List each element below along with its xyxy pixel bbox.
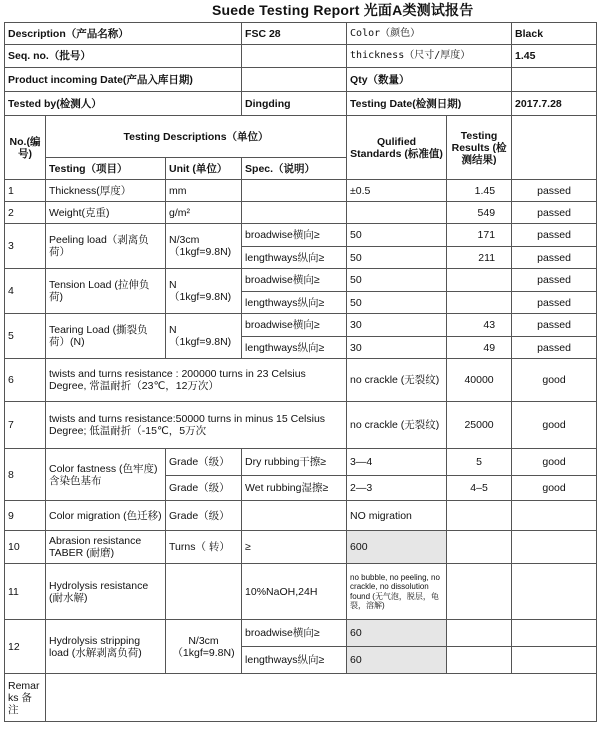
row-unit: Grade（级） bbox=[166, 476, 242, 501]
row-verdict: passed bbox=[512, 224, 597, 247]
row-standard: 600 bbox=[347, 531, 447, 564]
row-testing: twists and turns resistance:50000 turns in minus 15 Celsius Degree; 低温耐折（-15℃，5万次 bbox=[46, 402, 347, 449]
row-result bbox=[447, 292, 512, 314]
table-row bbox=[5, 531, 597, 564]
row-unit: N/3cm （1kgf=9.8N) bbox=[166, 224, 242, 269]
row-unit: Grade（级） bbox=[166, 449, 242, 476]
color-label: Color（颜色） bbox=[347, 23, 512, 45]
testing-subheader: Testing（项目） bbox=[46, 158, 166, 180]
qty-label: Qty（数量） bbox=[347, 68, 512, 92]
row-standard: 30 bbox=[347, 337, 447, 359]
row-standard bbox=[347, 202, 447, 224]
row-verdict: passed bbox=[512, 314, 597, 337]
row-verdict bbox=[512, 620, 597, 647]
table-row bbox=[5, 359, 597, 402]
tested-by-value: Dingding bbox=[242, 92, 347, 116]
description-label: Description（产品名称） bbox=[5, 23, 242, 45]
row-unit: Turns（ 转） bbox=[166, 531, 242, 564]
row-verdict: good bbox=[512, 359, 597, 402]
table-row bbox=[5, 402, 597, 449]
row-verdict bbox=[512, 647, 597, 674]
row-standard: ±0.5 bbox=[347, 180, 447, 202]
testing-date-label: Testing Date(检测日期) bbox=[347, 92, 512, 116]
row-testing: Hydrolysis resistance (耐水解) bbox=[46, 564, 166, 620]
row-unit: N （1kgf=9.8N) bbox=[166, 314, 242, 359]
row-result: 1.45 bbox=[447, 180, 512, 202]
row-unit: Grade（级） bbox=[166, 501, 242, 531]
row-no: 6 bbox=[5, 359, 46, 402]
row-no: 2 bbox=[5, 202, 46, 224]
remarks-label: Remarks 备注 bbox=[5, 674, 46, 722]
table-row bbox=[5, 314, 597, 337]
column-header-row bbox=[5, 116, 597, 158]
row-result: 4–5 bbox=[447, 476, 512, 501]
seq-label: Seq. no.（批号） bbox=[5, 45, 242, 68]
remarks-row bbox=[5, 674, 597, 722]
row-standard: no crackle (无裂纹) bbox=[347, 402, 447, 449]
seq-value bbox=[242, 45, 347, 68]
row-unit: N （1kgf=9.8N) bbox=[166, 269, 242, 314]
row-standard: 50 bbox=[347, 247, 447, 269]
row-result bbox=[447, 269, 512, 292]
report-title: Suede Testing Report 光面A类测试报告 bbox=[212, 2, 474, 18]
table-row bbox=[5, 224, 597, 247]
row-testing: Peeling load（剥离负荷） bbox=[46, 224, 166, 269]
row-testing: Color fastness (色牢度) 含染色基布 bbox=[46, 449, 166, 501]
row-no: 1 bbox=[5, 180, 46, 202]
row-spec bbox=[242, 501, 347, 531]
row-result: 211 bbox=[447, 247, 512, 269]
qualified-standards-header: Qulified Standards (标准值) bbox=[347, 116, 447, 180]
row-verdict: passed bbox=[512, 337, 597, 359]
testing-date-value: 2017.7.28 bbox=[512, 92, 597, 116]
row-spec: broadwise横向≥ bbox=[242, 620, 347, 647]
table-row bbox=[5, 564, 597, 620]
row-testing: Tearing Load (撕裂负荷）(N) bbox=[46, 314, 166, 359]
row-testing: Hydrolysis stripping load (水解剥离负荷) bbox=[46, 620, 166, 674]
spec-subheader: Spec.（说明） bbox=[242, 158, 347, 180]
row-result bbox=[447, 564, 512, 620]
row-standard: 50 bbox=[347, 269, 447, 292]
row-result bbox=[447, 647, 512, 674]
row-spec: 10%NaOH,24H bbox=[242, 564, 347, 620]
row-result bbox=[447, 620, 512, 647]
row-no: 10 bbox=[5, 531, 46, 564]
row-standard: 50 bbox=[347, 292, 447, 314]
table-row bbox=[5, 269, 597, 292]
row-standard: no bubble, no peeling, no crackle, no dissolution found (无气泡，脱层，龟裂，溶解) bbox=[347, 564, 447, 620]
row-verdict: good bbox=[512, 402, 597, 449]
row-standard: 60 bbox=[347, 647, 447, 674]
row-verdict: passed bbox=[512, 180, 597, 202]
header-row-description bbox=[5, 23, 597, 45]
header-row-tested-by bbox=[5, 92, 597, 116]
row-verdict: good bbox=[512, 449, 597, 476]
verdict-header bbox=[512, 116, 597, 180]
row-verdict: passed bbox=[512, 202, 597, 224]
table-row bbox=[5, 620, 597, 647]
row-verdict bbox=[512, 501, 597, 531]
row-unit: mm bbox=[166, 180, 242, 202]
remarks-value bbox=[46, 674, 597, 722]
row-verdict: passed bbox=[512, 247, 597, 269]
row-testing: twists and turns resistance : 200000 turns in 23 Celsius Degree, 常温耐折（23℃，12万次） bbox=[46, 359, 347, 402]
row-no: 11 bbox=[5, 564, 46, 620]
row-spec: broadwise横向≥ bbox=[242, 269, 347, 292]
row-no: 5 bbox=[5, 314, 46, 359]
row-standard: NO migration bbox=[347, 501, 447, 531]
row-verdict bbox=[512, 564, 597, 620]
incoming-value bbox=[242, 68, 347, 92]
row-spec: Wet rubbing湿擦≥ bbox=[242, 476, 347, 501]
row-verdict: passed bbox=[512, 292, 597, 314]
row-spec bbox=[242, 202, 347, 224]
row-spec: Dry rubbing干擦≥ bbox=[242, 449, 347, 476]
row-result: 43 bbox=[447, 314, 512, 337]
qty-value bbox=[512, 68, 597, 92]
row-result: 25000 bbox=[447, 402, 512, 449]
row-testing: Abrasion resistance TABER (耐磨) bbox=[46, 531, 166, 564]
row-spec: broadwise横向≥ bbox=[242, 224, 347, 247]
row-standard: 2—3 bbox=[347, 476, 447, 501]
color-value: Black bbox=[512, 23, 597, 45]
incoming-label: Product incoming Date(产品入库日期) bbox=[5, 68, 242, 92]
row-no: 8 bbox=[5, 449, 46, 501]
tested-by-label: Tested by(检测人） bbox=[5, 92, 242, 116]
row-spec: broadwise横向≥ bbox=[242, 314, 347, 337]
header-row-incoming bbox=[5, 68, 597, 92]
row-spec: ≥ bbox=[242, 531, 347, 564]
row-result: 40000 bbox=[447, 359, 512, 402]
row-standard: 3—4 bbox=[347, 449, 447, 476]
row-no: 7 bbox=[5, 402, 46, 449]
row-standard: 60 bbox=[347, 620, 447, 647]
thickness-label: thickness（尺寸/厚度） bbox=[347, 45, 512, 68]
unit-subheader: Unit (单位） bbox=[166, 158, 242, 180]
testing-results-header: Testing Results (检测结果) bbox=[447, 116, 512, 180]
row-standard: no crackle (无裂纹) bbox=[347, 359, 447, 402]
table-row bbox=[5, 180, 597, 202]
row-no: 12 bbox=[5, 620, 46, 674]
row-result: 5 bbox=[447, 449, 512, 476]
thickness-value: 1.45 bbox=[512, 45, 597, 68]
row-unit bbox=[166, 564, 242, 620]
no-header: No.(编号) bbox=[5, 116, 46, 180]
row-spec: lengthways纵向≥ bbox=[242, 337, 347, 359]
row-no: 9 bbox=[5, 501, 46, 531]
table-row bbox=[5, 202, 597, 224]
row-testing: Tension Load (拉伸负荷) bbox=[46, 269, 166, 314]
row-verdict: passed bbox=[512, 269, 597, 292]
row-unit: N/3cm （1kgf=9.8N) bbox=[166, 620, 242, 674]
row-no: 3 bbox=[5, 224, 46, 269]
row-no: 4 bbox=[5, 269, 46, 314]
row-verdict: good bbox=[512, 476, 597, 501]
row-result: 171 bbox=[447, 224, 512, 247]
row-standard: 30 bbox=[347, 314, 447, 337]
row-verdict bbox=[512, 531, 597, 564]
report-table bbox=[4, 22, 597, 722]
row-result: 549 bbox=[447, 202, 512, 224]
row-spec bbox=[242, 180, 347, 202]
testing-descriptions-header: Testing Descriptions（单位） bbox=[46, 116, 347, 158]
row-result: 49 bbox=[447, 337, 512, 359]
header-row-seq bbox=[5, 45, 597, 68]
row-spec: lengthways纵向≥ bbox=[242, 292, 347, 314]
row-unit: g/m² bbox=[166, 202, 242, 224]
row-standard: 50 bbox=[347, 224, 447, 247]
row-result bbox=[447, 501, 512, 531]
description-value: FSC 28 bbox=[242, 23, 347, 45]
row-testing: Thickness(厚度） bbox=[46, 180, 166, 202]
row-testing: Color migration (色迁移) bbox=[46, 501, 166, 531]
table-row bbox=[5, 449, 597, 476]
row-result bbox=[447, 531, 512, 564]
row-spec: lengthways纵向≥ bbox=[242, 647, 347, 674]
table-row bbox=[5, 501, 597, 531]
row-spec: lengthways纵向≥ bbox=[242, 247, 347, 269]
row-testing: Weight(克重) bbox=[46, 202, 166, 224]
